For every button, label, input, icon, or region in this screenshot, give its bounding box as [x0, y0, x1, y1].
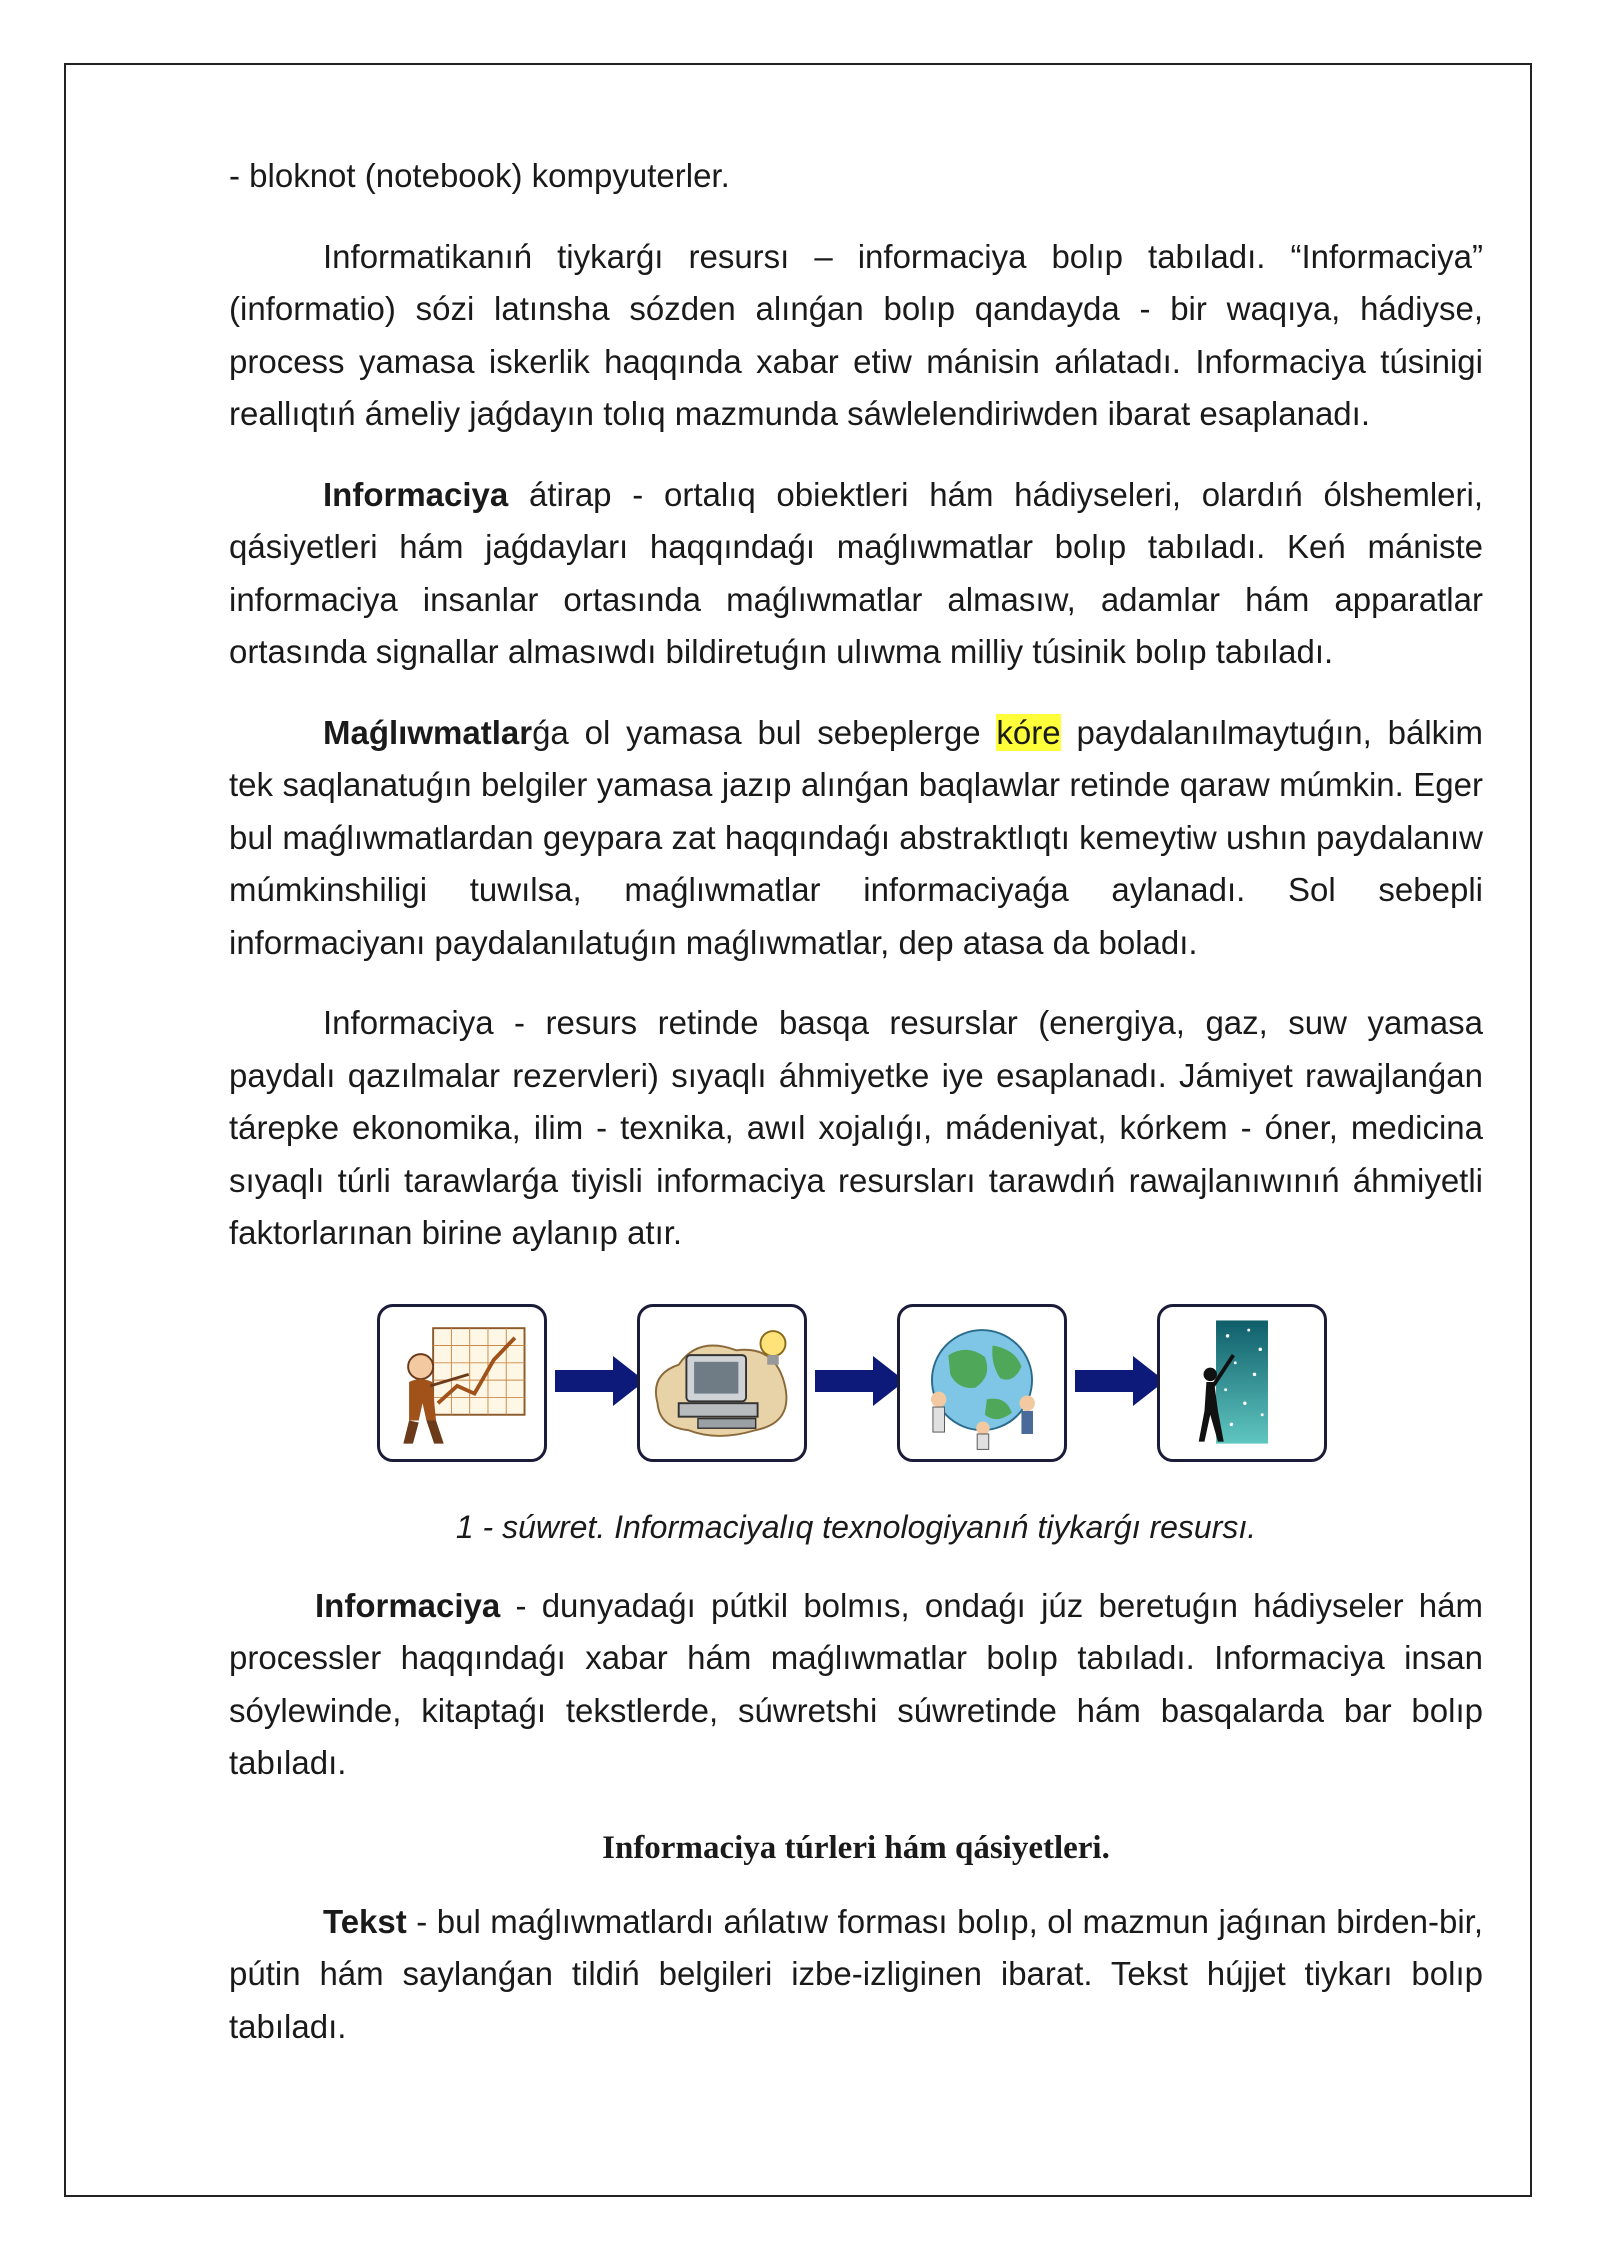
figure-resource-chain — [229, 1304, 1483, 1484]
paragraph-information-definition — [229, 469, 1483, 679]
computer-icon — [637, 1304, 807, 1462]
paragraph-text: ǵa ol yamasa bul sebeplerge — [532, 713, 997, 751]
paragraph-text-type — [229, 1896, 1483, 2054]
document-body — [229, 150, 1483, 2053]
paragraph-text: - bul maǵlıwmatlardı ańlatıw forması bolıp, ol mazmun jaǵınan birden-bir, pútin hám saylanǵan tildiń belgileri izbe-izliginen ibarat. Tekst hújjet tiykarı bolıp tabıladı. — [229, 1902, 1483, 2045]
paragraph-informatics-resource — [229, 231, 1483, 441]
paragraph-data — [229, 707, 1483, 970]
paragraph-text: - dunyadaǵı pútkil bolmıs, ondaǵı júz beretuǵın hádiyseler hám processler haqqındaǵı xabar hám maǵlıwmatlar bolıp tabıladı. Informaciya insan sóylewinde, kitaptaǵı tekstlerde, súwretshi súwretinde hám basqalarda bar bolıp tabıladı. — [229, 1586, 1483, 1781]
bold-term: Informaciya — [315, 1586, 501, 1624]
highlighted-word: kóre — [996, 713, 1061, 751]
arrow-right-icon — [815, 1356, 905, 1406]
bold-term: Informaciya — [323, 475, 509, 513]
presenter-chart-icon — [377, 1304, 547, 1462]
globe-people-icon — [897, 1304, 1067, 1462]
arrow-right-icon — [555, 1356, 645, 1406]
paragraph-text: Informatikanıń tiykarǵı resursı – informaciya bolıp tabıladı. “Informaciya” (informatio) sózi latınsha sózden alınǵan bolıp qandayda - bir waqıya, hádiyse, process yamasa iskerlik haqqında xabar etiw mánisin ańlatadı. Informaciya túsinigi reallıqtıń ámeliy jaǵdayın tolıq mazmunda sáwlelendiriwden ibarat esaplanadı. — [229, 237, 1483, 432]
paragraph-text: paydalanılmaytuǵın, bálkim tek saqlanatuǵın belgiler yamasa jazıp alınǵan baqlawlar retinde qaraw múmkin. Eger bul maǵlıwmatlardan geypara zat haqqındaǵı abstraktlıqtı kemeytiw ushın paydalanıw múmkinshiligi tuwılsa, maǵlıwmatlar informaciyaǵa aylanadı. Sol sebepli informaciyanı paydalanılatuǵın maǵlıwmatlar, dep atasa da boladı. — [229, 713, 1483, 961]
paragraph-text: Informaciya - resurs retinde basqa resurslar (energiya, gaz, suw yamasa paydalı qazılmalar rezervleri) sıyaqlı áhmiyetke iye esaplanadı. Jámiyet rawajlanǵan tárepke ekonomika, ilim - texnika, awıl xojalıǵı, mádeniyat, kórkem - óner, medicina sıyaqlı túrli tarawlarǵa tiyisli informaciya resursları tarawdıń rawajlanıwınıń áhmiyetli faktorlarınan birine aylanıp atır. — [229, 1004, 1483, 1251]
arrow-right-icon — [1075, 1356, 1165, 1406]
paragraph-text: átirap - ortalıq obiektleri hám hádiyseleri, olardıń ólshemleri, qásiyetleri hám jaǵdayları haqqındaǵı maǵlıwmatlar bolıp tabıladı. Keń mániste informaciya insanlar ortasında maǵlıwmatlar almasıw, adamlar hám apparatlar ortasında signallar almasıwdı bildiretuǵın ulıwma milliy túsinik bolıp tabıladı. — [229, 475, 1483, 670]
paragraph-information-world — [229, 1580, 1483, 1790]
figure-caption: 1 - súwret. Informaciyalıq texnologiyanıń tiykarǵı resursı. — [455, 1508, 1257, 1545]
section-heading: Informaciya túrleri hám qásiyetleri. — [602, 1829, 1110, 1866]
list-line-notebook: - bloknot (notebook) kompyuterler. — [229, 157, 730, 194]
bold-term: Tekst — [323, 1902, 407, 1940]
person-starry-icon — [1157, 1304, 1327, 1462]
bold-term: Maǵlıwmatlar — [323, 713, 533, 751]
paragraph-information-resource — [229, 997, 1483, 1260]
